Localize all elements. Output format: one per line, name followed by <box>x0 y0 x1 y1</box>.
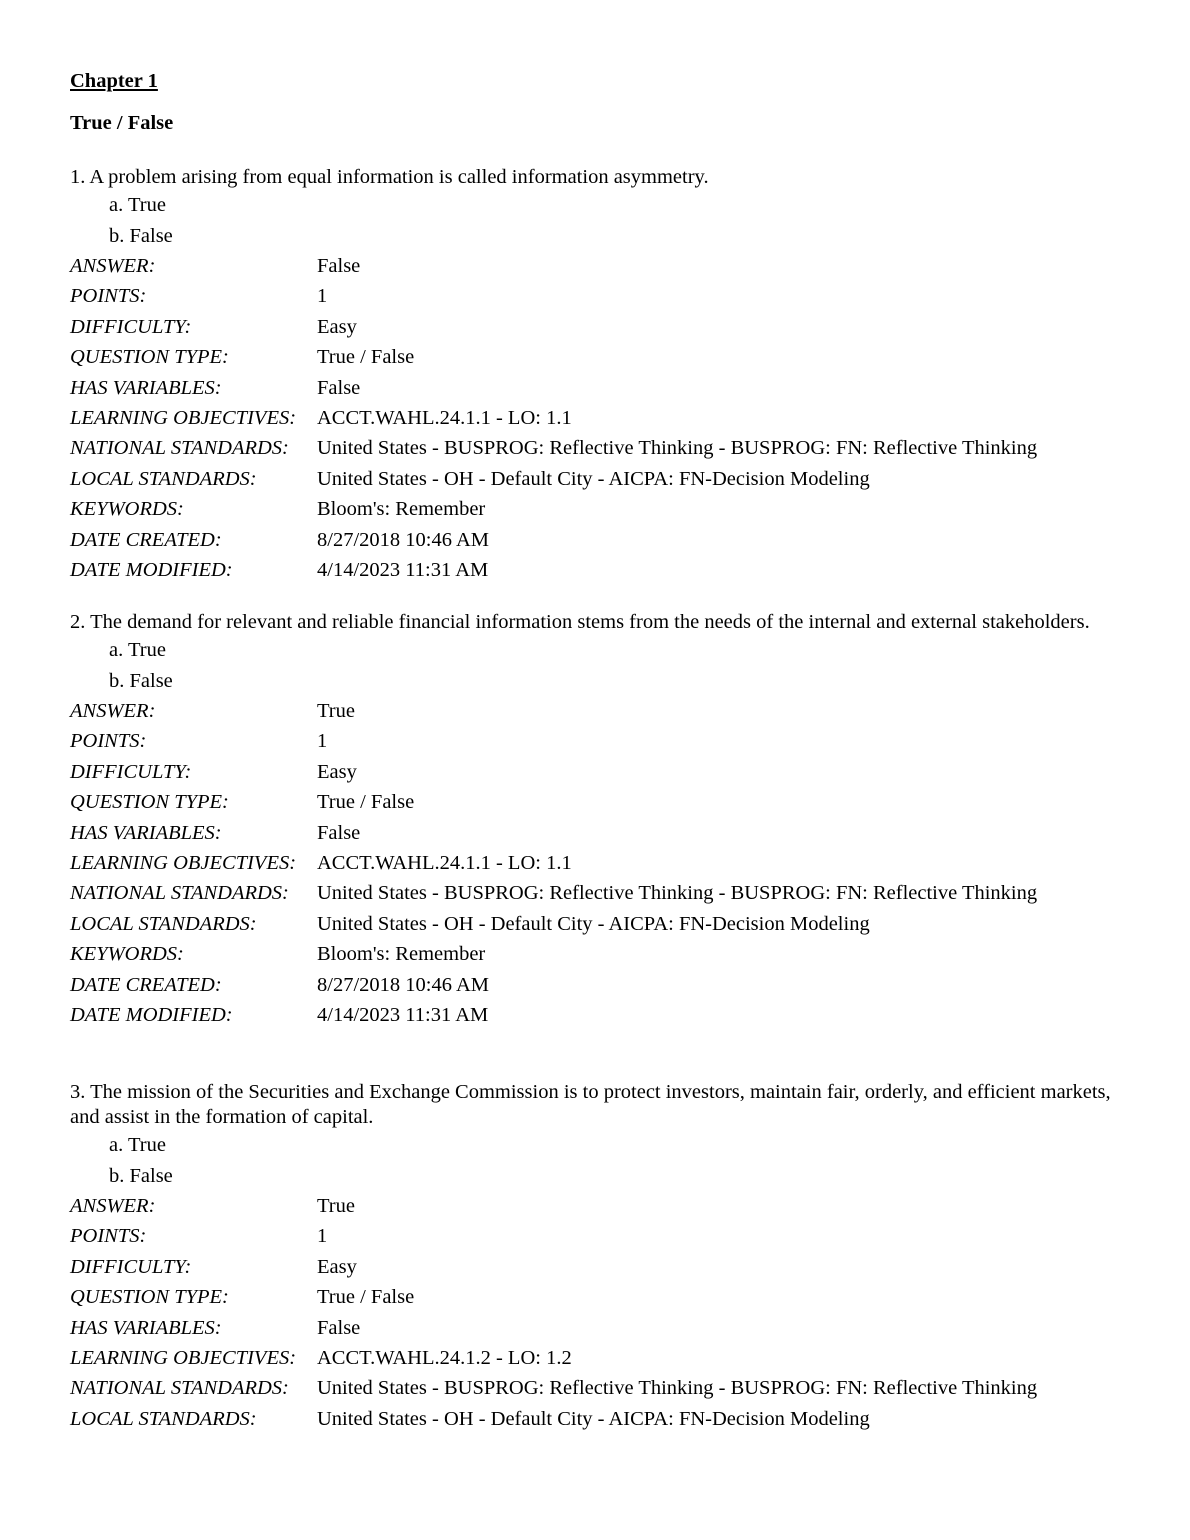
learning-objectives-label: LEARNING OBJECTIVES: <box>70 406 297 429</box>
points-label: POINTS: <box>70 730 147 753</box>
question-type-row <box>70 342 1130 372</box>
difficulty-row <box>70 757 1130 787</box>
answer-label: ANSWER: <box>70 1195 156 1217</box>
has-variables-label: HAS VARIABLES: <box>70 1316 222 1339</box>
local-standards-value: United States - OH - Default City - AICPA: FN-Decision Modeling <box>317 1407 870 1430</box>
answer-row <box>70 1191 1130 1221</box>
points-row <box>70 726 1130 756</box>
choice-false: b. False <box>109 224 173 247</box>
question-type-value: True / False <box>317 1286 415 1309</box>
keywords-value: Bloom's: Remember <box>317 498 486 521</box>
local-standards-label: LOCAL STANDARDS: <box>70 1407 257 1430</box>
has-variables-value: False <box>317 376 361 399</box>
date-modified-row <box>70 1000 1130 1030</box>
local-standards-row <box>70 464 1130 494</box>
points-label: POINTS: <box>70 1225 147 1248</box>
choice-false: b. False <box>109 669 173 692</box>
question-type-row <box>70 1282 1130 1312</box>
choice-true: a. True <box>109 194 166 216</box>
difficulty-row <box>70 312 1130 342</box>
question-type-label: QUESTION TYPE: <box>70 1286 229 1309</box>
has-variables-value: False <box>317 1316 361 1339</box>
difficulty-value: Easy <box>317 1255 357 1278</box>
keywords-label: KEYWORDS: <box>70 498 184 521</box>
local-standards-value: United States - OH - Default City - AICPA: FN-Decision Modeling <box>317 467 870 490</box>
learning-objectives-row <box>70 848 1130 878</box>
keywords-row <box>70 494 1130 524</box>
local-standards-value: United States - OH - Default City - AICPA: FN-Decision Modeling <box>317 912 870 935</box>
question-type-row <box>70 787 1130 817</box>
date-created-value: 8/27/2018 10:46 AM <box>317 528 489 551</box>
national-standards-row <box>70 433 1130 463</box>
question-type-label: QUESTION TYPE: <box>70 346 229 369</box>
national-standards-row <box>70 878 1130 908</box>
national-standards-label: NATIONAL STANDARDS: <box>70 437 289 460</box>
date-created-label: DATE CREATED: <box>70 973 222 996</box>
answer-value: True <box>317 1195 355 1217</box>
difficulty-label: DIFFICULTY: <box>70 315 192 338</box>
date-created-label: DATE CREATED: <box>70 528 222 551</box>
national-standards-row <box>70 1373 1130 1403</box>
points-row <box>70 281 1130 311</box>
question-text: 1. A problem arising from equal information is called information asymmetry. <box>70 166 709 188</box>
local-standards-label: LOCAL STANDARDS: <box>70 467 257 490</box>
date-modified-label: DATE MODIFIED: <box>70 558 233 581</box>
points-value: 1 <box>317 730 328 753</box>
points-label: POINTS: <box>70 285 147 308</box>
answer-label: ANSWER: <box>70 255 156 277</box>
learning-objectives-row <box>70 403 1130 433</box>
date-modified-row <box>70 555 1130 585</box>
question-type-value: True / False <box>317 791 415 814</box>
learning-objectives-row <box>70 1343 1130 1373</box>
date-created-row <box>70 525 1130 555</box>
difficulty-row <box>70 1252 1130 1282</box>
date-created-value: 8/27/2018 10:46 AM <box>317 973 489 996</box>
question-type-label: QUESTION TYPE: <box>70 791 229 814</box>
answer-row <box>70 696 1130 726</box>
choice-false: b. False <box>109 1164 173 1187</box>
points-value: 1 <box>317 1225 328 1248</box>
has-variables-row <box>70 373 1130 403</box>
keywords-row <box>70 939 1130 969</box>
learning-objectives-value: ACCT.WAHL.24.1.1 - LO: 1.1 <box>317 406 572 429</box>
section-heading: True / False <box>70 112 174 134</box>
national-standards-label: NATIONAL STANDARDS: <box>70 1377 289 1400</box>
points-value: 1 <box>317 285 328 308</box>
points-row <box>70 1221 1130 1251</box>
difficulty-value: Easy <box>317 760 357 783</box>
question-3 <box>70 1080 1130 1434</box>
learning-objectives-value: ACCT.WAHL.24.1.1 - LO: 1.1 <box>317 851 572 874</box>
difficulty-label: DIFFICULTY: <box>70 1255 192 1278</box>
question-text: 3. The mission of the Securities and Exchange Commission is to protect investors, maintain fair, orderly, and efficient markets, and assist in the formation of capital. <box>70 1081 1111 1128</box>
question-type-value: True / False <box>317 346 415 369</box>
date-created-row <box>70 970 1130 1000</box>
keywords-value: Bloom's: Remember <box>317 943 486 966</box>
date-modified-value: 4/14/2023 11:31 AM <box>317 558 489 581</box>
learning-objectives-value: ACCT.WAHL.24.1.2 - LO: 1.2 <box>317 1346 572 1369</box>
difficulty-label: DIFFICULTY: <box>70 760 192 783</box>
difficulty-value: Easy <box>317 315 357 338</box>
has-variables-row <box>70 818 1130 848</box>
local-standards-row <box>70 1404 1130 1434</box>
has-variables-value: False <box>317 821 361 844</box>
learning-objectives-label: LEARNING OBJECTIVES: <box>70 1346 297 1369</box>
keywords-label: KEYWORDS: <box>70 943 184 966</box>
national-standards-label: NATIONAL STANDARDS: <box>70 882 289 905</box>
national-standards-value: United States - BUSPROG: Reflective Thinking - BUSPROG: FN: Reflective Thinking <box>317 882 1038 905</box>
local-standards-row <box>70 909 1130 939</box>
national-standards-value: United States - BUSPROG: Reflective Thinking - BUSPROG: FN: Reflective Thinking <box>317 437 1038 460</box>
question-text: 2. The demand for relevant and reliable financial information stems from the needs of the internal and external stakeholders. <box>70 611 1090 633</box>
chapter-heading: Chapter 1 <box>70 70 158 92</box>
has-variables-row <box>70 1313 1130 1343</box>
choice-true: a. True <box>109 1134 166 1156</box>
has-variables-label: HAS VARIABLES: <box>70 376 222 399</box>
has-variables-label: HAS VARIABLES: <box>70 821 222 844</box>
answer-row <box>70 251 1130 281</box>
answer-value: False <box>317 255 361 277</box>
answer-label: ANSWER: <box>70 700 156 722</box>
date-modified-value: 4/14/2023 11:31 AM <box>317 1003 489 1026</box>
local-standards-label: LOCAL STANDARDS: <box>70 912 257 935</box>
date-modified-label: DATE MODIFIED: <box>70 1003 233 1026</box>
national-standards-value: United States - BUSPROG: Reflective Thinking - BUSPROG: FN: Reflective Thinking <box>317 1377 1038 1400</box>
question-2 <box>70 610 1130 1030</box>
question-1 <box>70 165 1130 585</box>
learning-objectives-label: LEARNING OBJECTIVES: <box>70 851 297 874</box>
choice-true: a. True <box>109 639 166 661</box>
answer-value: True <box>317 700 355 722</box>
